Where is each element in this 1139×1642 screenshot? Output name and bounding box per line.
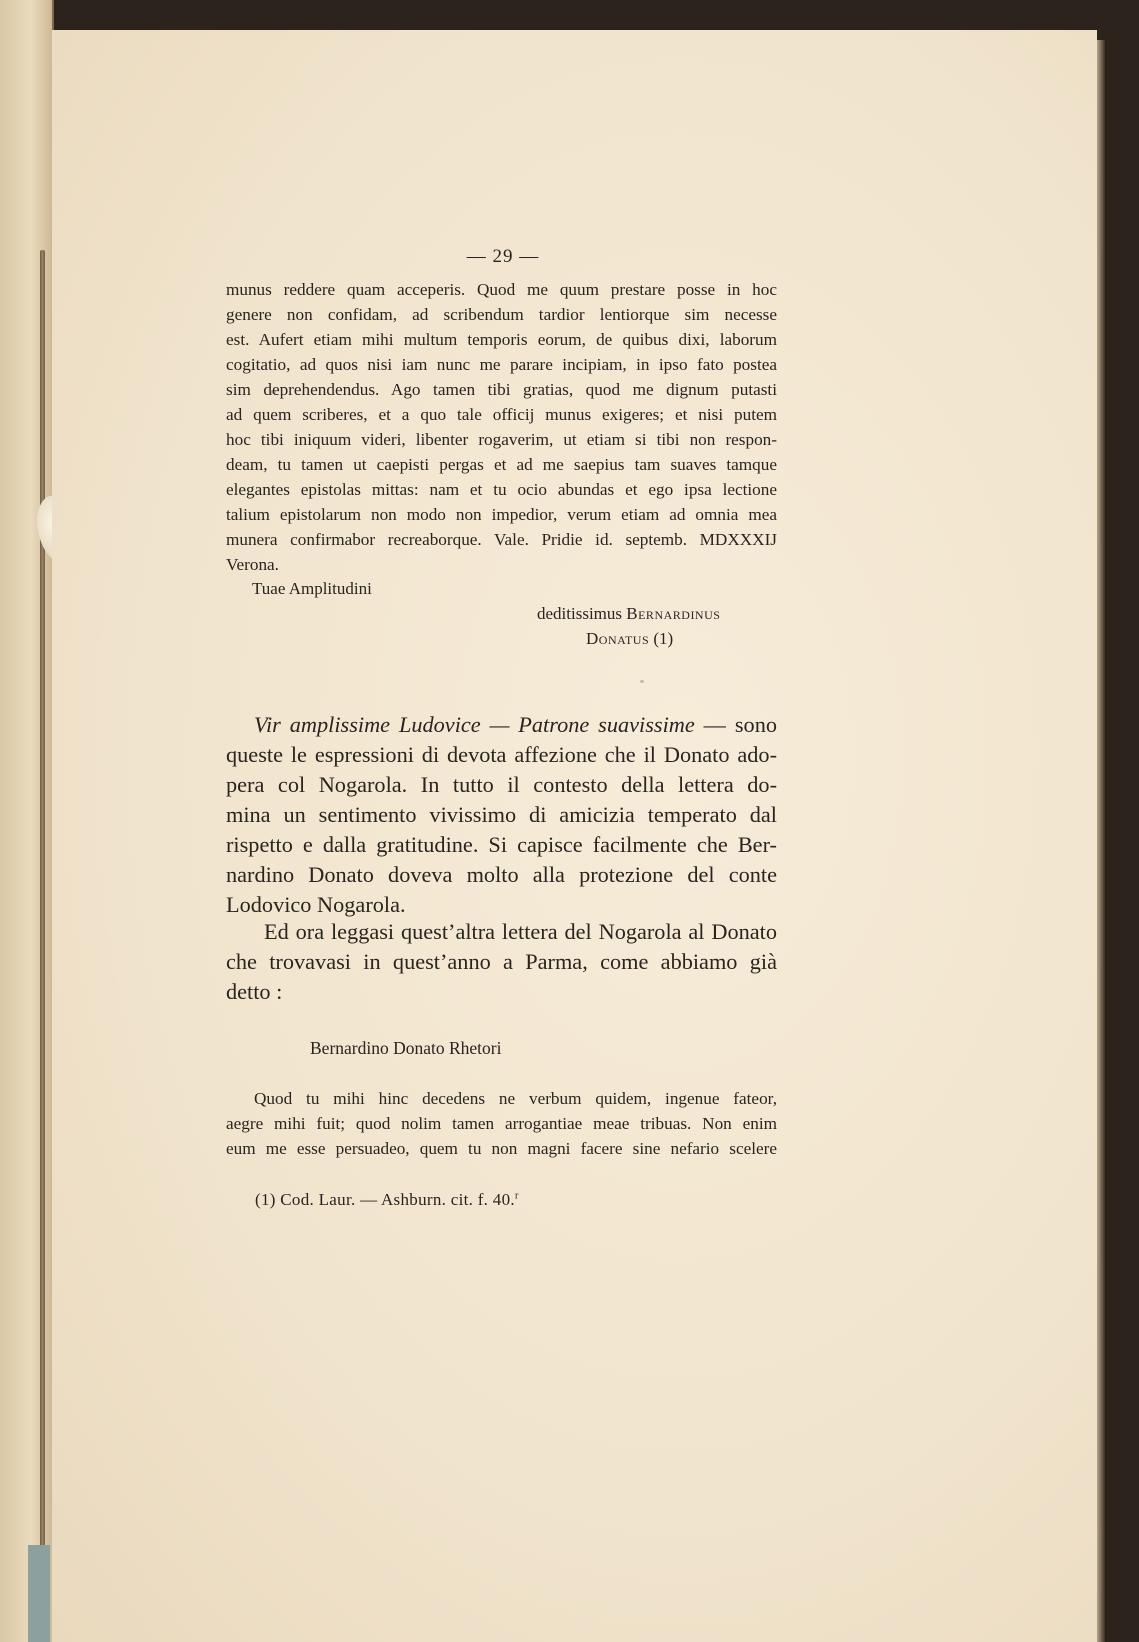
italic-quote: Vir amplissime Ludovice — Patrone suavissime: [254, 712, 695, 737]
commentary-paragraph-2: [226, 917, 777, 1007]
footnote-ref: (1): [653, 629, 674, 648]
text-line: talium epistolarum non modo non impedior, verum etiam ad omnia mea: [226, 505, 777, 524]
footnote: [255, 1190, 519, 1210]
text-line: detto :: [226, 979, 283, 1004]
second-letter-body: [226, 1086, 777, 1161]
foxing-spot: [640, 680, 644, 683]
commentary-paragraph-1: [226, 710, 777, 920]
text-line: mina un sentimento vivissimo di amicizia temperato dal: [226, 802, 777, 827]
text-line: pera col Nogarola. In tutto il contesto della lettera do-: [226, 772, 777, 797]
second-letter-salutation: Bernardino Donato Rhetori: [310, 1038, 502, 1058]
signature-line-1: [537, 604, 720, 624]
letter-closing: Tuae Amplitudini: [252, 579, 372, 598]
text-line: rispetto e dalla gratitudine. Si capisce facilmente che Ber-: [226, 832, 777, 857]
text-line: aegre mihi fuit; quod nolim tamen arrogantiae meae tribuas. Non enim: [226, 1114, 777, 1133]
text-line: munera confirmabor recreaborque. Vale. Pridie id. septemb. MDXXXIJ: [226, 530, 777, 549]
text-line: [226, 710, 777, 740]
signature-name-last: Donatus: [586, 629, 650, 648]
facing-page-edge: [0, 0, 54, 1642]
text-line: est. Aufert etiam mihi multum temporis eorum, de quibus dixi, laborum: [226, 330, 777, 349]
text-line: Ed ora leggasi quest’altra lettera del Nogarola al Donato: [264, 919, 777, 944]
text-line: elegantes epistolas mittas: nam et tu ocio abundas et ego ipsa lectione: [226, 480, 777, 499]
signature-prefix: deditissimus: [537, 604, 623, 623]
latin-letter-body: [226, 277, 777, 577]
text-line: Lodovico Nogarola.: [226, 892, 406, 917]
text-line: che trovavasi in quest’anno a Parma, come abbiamo già: [226, 949, 777, 974]
binding-tab: [28, 1545, 50, 1642]
text-line: munus reddere quam acceperis. Quod me quum prestare posse in hoc: [226, 280, 777, 299]
signature-line-2: [586, 629, 673, 649]
footnote-text: (1) Cod. Laur. — Ashburn. cit. f. 40.: [255, 1190, 515, 1209]
text-line: eum me esse persuadeo, quem tu non magni facere sine nefario scelere: [226, 1139, 777, 1158]
text-line: queste le espressioni di devota affezione che il Donato ado-: [226, 742, 777, 767]
text-line: nardino Donato doveva molto alla protezione del conte: [226, 862, 777, 887]
text-line: ad quem scriberes, et a quo tale officij munus exigeres; et nisi putem: [226, 405, 777, 424]
text-line: hoc tibi iniquum videri, libenter rogaverim, ut etiam si tibi non respon-: [226, 430, 777, 449]
text-line: genere non confidam, ad scribendum tardior lentiorque sim necesse: [226, 305, 777, 324]
text-line: sim deprehendendus. Ago tamen tibi gratias, quod me dignum putasti: [226, 380, 777, 399]
text-line: deam, tu tamen ut caepisti pergas et ad me saepius tam suaves tamque: [226, 455, 777, 474]
page-number: — 29 —: [466, 246, 540, 267]
binding-thread: [40, 250, 45, 1600]
footnote-superscript: r: [514, 1190, 519, 1202]
text-span: — sono: [694, 712, 777, 737]
text-line: Quod tu mihi hinc decedens ne verbum quidem, ingenue fateor,: [254, 1089, 777, 1108]
signature-name-first: Bernardinus: [626, 604, 721, 623]
text-line: cogitatio, ad quos nisi iam nunc me parare incipiam, in ipso fato postea: [226, 355, 777, 374]
text-line: Verona.: [226, 555, 279, 574]
page-edge-shadow: [1097, 40, 1105, 1642]
